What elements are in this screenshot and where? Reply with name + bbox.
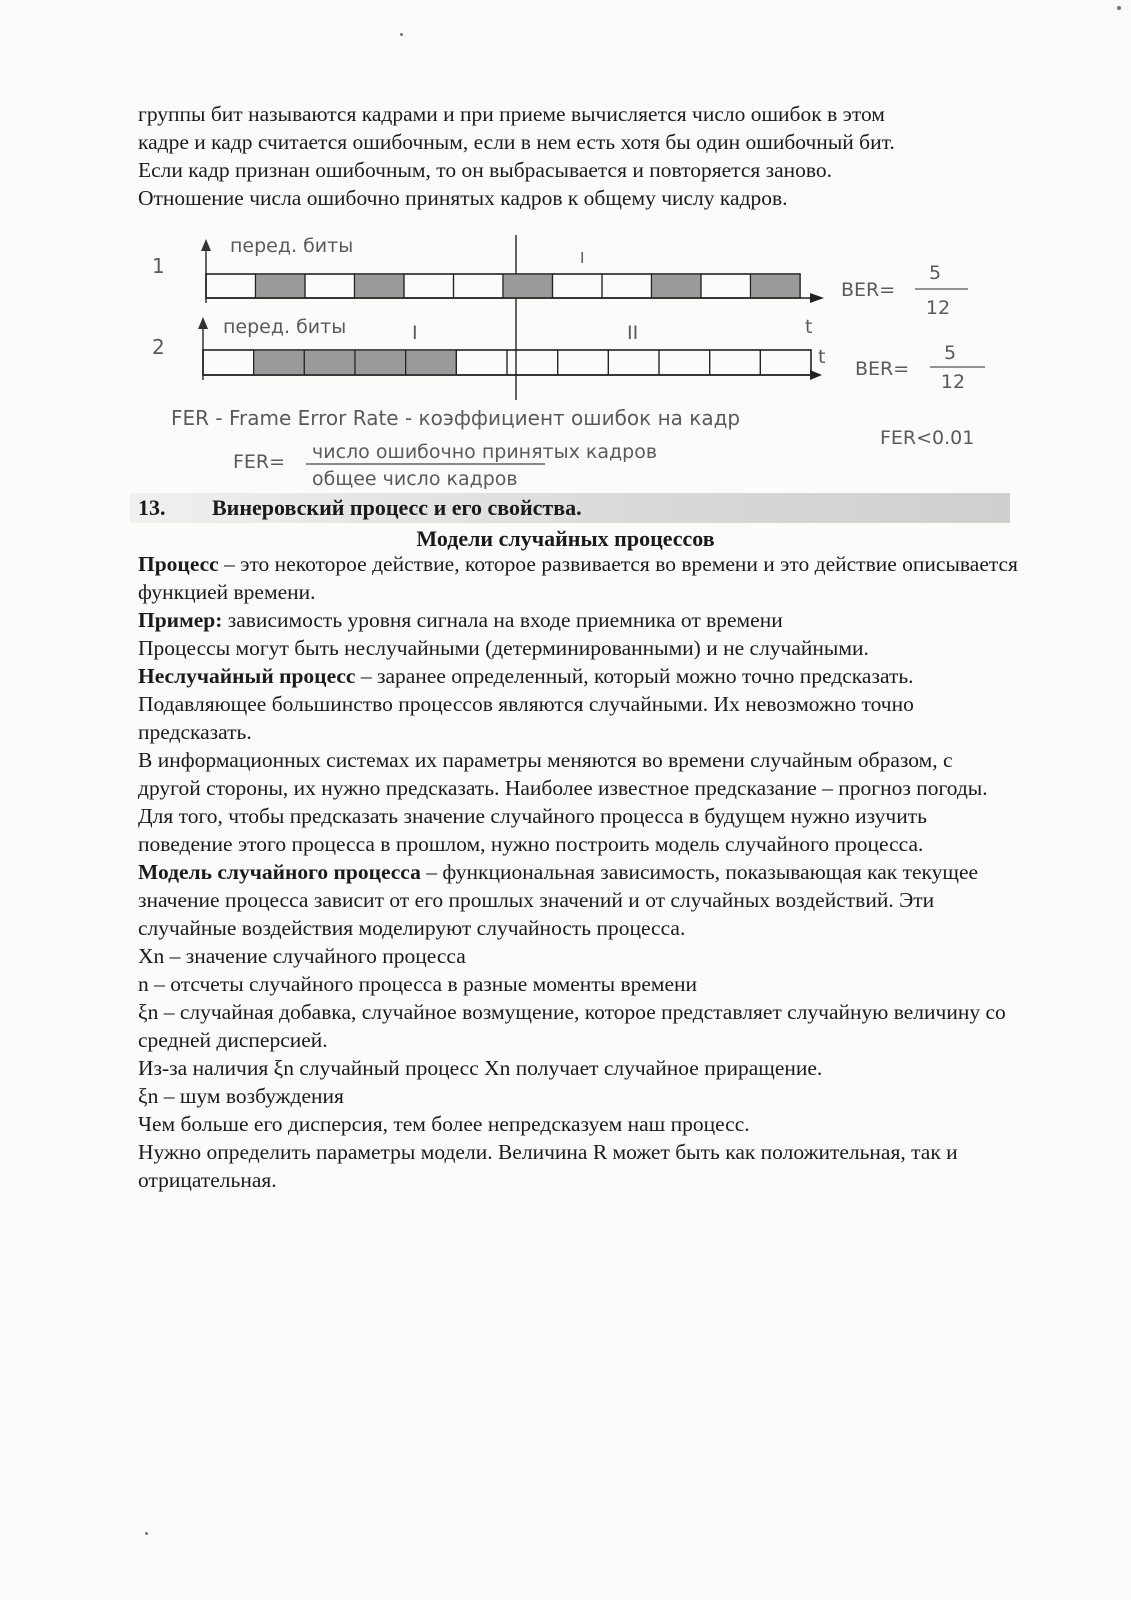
row2-bit-cell	[203, 350, 254, 375]
row1-bit-cell	[553, 274, 603, 298]
scan-speck	[145, 1532, 148, 1535]
fer-denominator: общее число кадров	[312, 468, 518, 490]
intro-line: группы бит называются кадрами и при приеме вычисляется число ошибок в этом	[138, 102, 885, 126]
row1-ber-label: BER=	[841, 279, 896, 301]
intro-line: Если кадр признан ошибочным, то он выбрасывается и повторяется заново.	[138, 158, 833, 182]
body-paragraph	[138, 1054, 1018, 1082]
intro-line: кадре и кадр считается ошибочным, если в нем есть хотя бы один ошибочный бит.	[138, 130, 895, 154]
body-paragraph	[138, 634, 1018, 662]
row1-error-bit-cell	[751, 274, 801, 298]
section-title: Винеровский процесс и его свойства.	[212, 495, 582, 520]
row2-error-bit-cell	[254, 350, 305, 375]
body-paragraph	[138, 690, 1018, 746]
row1-ber-numerator: 5	[928, 262, 942, 284]
row2-error-bit-cell	[406, 350, 457, 375]
term: Процесс	[138, 552, 219, 576]
row2-number: 2	[152, 335, 165, 359]
body-paragraph	[138, 746, 1018, 802]
intro-line: Отношение числа ошибочно принятых кадров к общему числу кадров.	[138, 186, 788, 210]
row2-time-arrow	[810, 370, 822, 380]
paragraph-text: ξn – шум возбуждения	[138, 1084, 344, 1108]
row2-error-bit-cell	[304, 350, 355, 375]
fer-label: FER=	[233, 451, 286, 473]
paragraph-text: Для того, чтобы предсказать значение случайного процесса в будущем нужно изучить поведение этого процесса в прошлом, нужно построить модель случайного процесса.	[138, 804, 927, 856]
row1-y-arrow	[201, 239, 211, 251]
frame-error-diagram	[0, 225, 1131, 525]
intro-text	[138, 100, 1018, 212]
row2-y-arrow	[198, 317, 208, 329]
paragraph-text: Подавляющее большинство процессов являются случайными. Их невозможно точно предсказать.	[138, 692, 914, 744]
row1-cells	[206, 274, 800, 298]
body-paragraph	[138, 802, 1018, 858]
fer-limit: FER<0.01	[880, 427, 975, 449]
row1-time-arrow	[810, 293, 824, 303]
row2-cells	[203, 350, 811, 375]
body-paragraph	[138, 998, 1018, 1054]
row2-bit-cell	[760, 350, 811, 375]
row2-error-bit-cell	[355, 350, 406, 375]
paragraph-text: Из-за наличия ξn случайный процесс Xn получает случайное приращение.	[138, 1056, 823, 1080]
scan-speck	[1117, 6, 1121, 10]
row1-bit-cell	[454, 274, 504, 298]
paragraph-text: Нужно определить параметры модели. Величина R может быть как положительная, так и отрицательная.	[138, 1140, 958, 1192]
paragraph-text: n – отсчеты случайного процесса в разные моменты времени	[138, 972, 698, 996]
row1-error-bit-cell	[652, 274, 702, 298]
row2-bit-cell	[507, 350, 558, 375]
body-paragraph	[138, 1082, 1018, 1110]
row2-ber-denominator: 12	[940, 371, 966, 393]
row2-t-label: t	[818, 346, 826, 368]
row2-ber-numerator: 5	[943, 342, 957, 364]
body-paragraph	[138, 970, 1018, 998]
row2-axis-label: перед. биты	[223, 316, 347, 338]
row2-bit-cell	[659, 350, 710, 375]
paragraph-text: ξn – случайная добавка, случайное возмущение, которое представляет случайную величину со средней дисперсией.	[138, 1000, 1006, 1052]
fer-definition: FER - Frame Error Rate - коэффициент ошибок на кадр	[171, 406, 741, 430]
row1-error-bit-cell	[503, 274, 553, 298]
paragraph-text: зависимость уровня сигнала на входе приемника от времени	[222, 608, 783, 632]
row1-bit-cell	[701, 274, 751, 298]
row1-bit-cell	[602, 274, 652, 298]
paragraph-text: – функциональная зависимость, показывающая как текущее значение процесса зависит от его прошлых значений и от случайных воздействий. Эти случайные воздействия моделируют случайность процесса.	[138, 860, 979, 940]
section-subtitle: Модели случайных процессов	[416, 526, 715, 551]
row1-axis-label: перед. биты	[230, 235, 354, 257]
fer-numerator: число ошибочно принятых кадров	[312, 441, 658, 463]
term: Пример:	[138, 608, 223, 632]
row1-bit-cell	[305, 274, 355, 298]
row2-bit-cell	[710, 350, 761, 375]
section-heading	[138, 493, 582, 523]
term: Модель случайного процесса	[138, 860, 421, 884]
body-paragraph	[138, 942, 1018, 970]
body-paragraph	[138, 1138, 1018, 1194]
term: Неслучайный процесс	[138, 664, 356, 688]
row1-number: 1	[152, 254, 165, 278]
row1-bit-cell	[404, 274, 454, 298]
body-text	[138, 550, 1018, 1194]
paragraph-text: – заранее определенный, который можно точно предсказать.	[355, 664, 914, 688]
paragraph-text: Xn – значение случайного процесса	[138, 944, 466, 968]
body-paragraph	[138, 662, 1018, 690]
row1-error-bit-cell	[355, 274, 405, 298]
paragraph-text: Чем больше его дисперсия, тем более непредсказуем наш процесс.	[138, 1112, 750, 1136]
row2-bit-cell	[608, 350, 659, 375]
paragraph-text: В информационных системах их параметры меняются во времени случайным образом, с другой стороны, их нужно предсказать. Наиболее известное предсказание – прогноз погоды.	[138, 748, 988, 800]
body-paragraph	[138, 1110, 1018, 1138]
paragraph-text: – это некоторое действие, которое развивается во времени и это действие описывается функцией времени.	[138, 552, 1018, 604]
row2-frame1-label: I	[412, 322, 418, 344]
row2-bit-cell	[456, 350, 507, 375]
row1-t-label: t	[805, 316, 813, 338]
paragraph-text: Процессы могут быть неслучайными (детерминированными) и не случайными.	[138, 636, 869, 660]
row2-ber-label: BER=	[855, 358, 910, 380]
row2-bit-cell	[558, 350, 609, 375]
row1-error-bit-cell	[256, 274, 306, 298]
body-paragraph	[138, 550, 1018, 606]
row1-bit-cell	[206, 274, 256, 298]
row1-frame-mark: I	[580, 249, 585, 267]
row1-ber-denominator: 12	[925, 297, 951, 319]
body-paragraph	[138, 858, 1018, 942]
scan-speck	[400, 33, 403, 36]
body-paragraph	[138, 606, 1018, 634]
section-number: 13.	[138, 495, 166, 520]
row2-frame2-label: II	[627, 322, 639, 344]
